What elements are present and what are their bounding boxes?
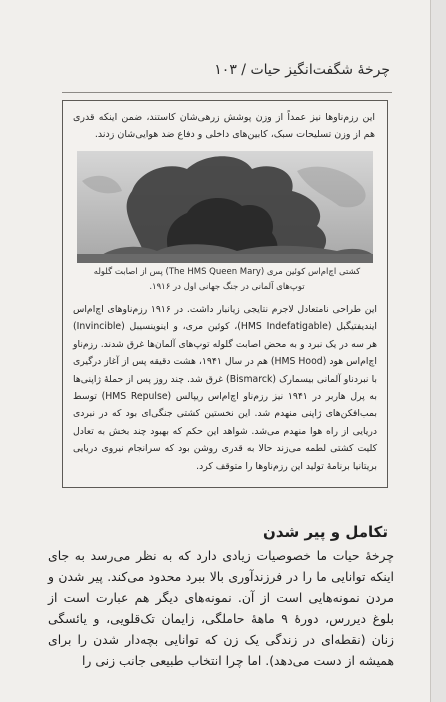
sidebar-box [62, 100, 388, 488]
explosion-photo-illustration [77, 151, 373, 263]
page-edge [431, 0, 446, 702]
box-intro-text: این رزم‌ناوها نیز عمداً از وزن پوشش زرهی‌شان کاستند، ضمن اینکه قدری هم از وزن تسلیحات سبک، کابین‌های داخلی و دفاع ضد هوایی‌شان زدند. [73, 112, 375, 140]
header-separator: / [236, 62, 247, 78]
section-heading: تکامل و پیر شدن [263, 523, 388, 541]
header-divider [62, 92, 392, 93]
section-body-text: چرخهٔ حیات ما خصوصیات زیادی دارد که به نظر می‌رسد به جای اینکه توانایی ما را در فرزندآوری بالا ببرد محدود می‌کند. پیر شدن و مردن نمونه‌هایی است از آن. نمونه‌های دیگر هم عبارت است از بلوغ دیررس، دورهٔ ۹ ماههٔ حاملگی، زایمان تک‌قلویی، و یائسگی زنان (نقطه‌ای در زندگی یک زن که توانایی بچه‌دار شدن را برای همیشه از دست می‌دهد). اما چرا انتخاب طبیعی جانب زنی را [48, 548, 394, 668]
running-title: چرخهٔ شگفت‌انگیز حیات [250, 62, 390, 78]
page-header [70, 62, 390, 78]
box-body-text: این طراحی نامتعادل لاجرم نتایجی زیانبار داشت. در ۱۹۱۶ رزم‌ناوهای اچ‌ام‌اس ایندیفتیگبل (HMS Indefatigable)، کوئین مری، و اینوینسیبل (Invincible) هر سه در یک نبرد و به محض اصابت گلوله توپ‌های آلمان‌ها غرق شدند. رزم‌ناو اچ‌ام‌اس هود (HMS Hood) هم در سال ۱۹۴۱، هشت دقیقه پس از آغاز درگیری با نبردناو آلمانی بیسمارک (Bismarck) غرق شد. چند روز پس از حملهٔ ژاپنی‌ها به پرل هاربر در ۱۹۴۱ نیز رزم‌ناو اچ‌ام‌اس ریپالس (HMS Repulse) توسط بمب‌افکن‌های ژاپنی منهدم شد. این نخستین کشتی جنگی‌ای بود که در نبردی دریایی از راه هوا منهدم می‌شد. شواهد این حکم که بهبود چند بخش به تعادل کلیت کشتی لطمه می‌زند حالا به قدری روشن بود که سرانجام نیروی دریایی بریتانیا برنامهٔ تولید این رزم‌ناوها را متوقف کرد. [73, 304, 378, 472]
photo-caption: کشتی اچ‌ام‌اس کوئین مری (The HMS Queen Mary) پس از اصابت گلوله توپ‌های آلمانی در جنگ جهانی اول در ۱۹۱۶. [93, 267, 361, 292]
ship-photo [77, 151, 373, 263]
page-number: ۱۰۳ [214, 62, 237, 78]
